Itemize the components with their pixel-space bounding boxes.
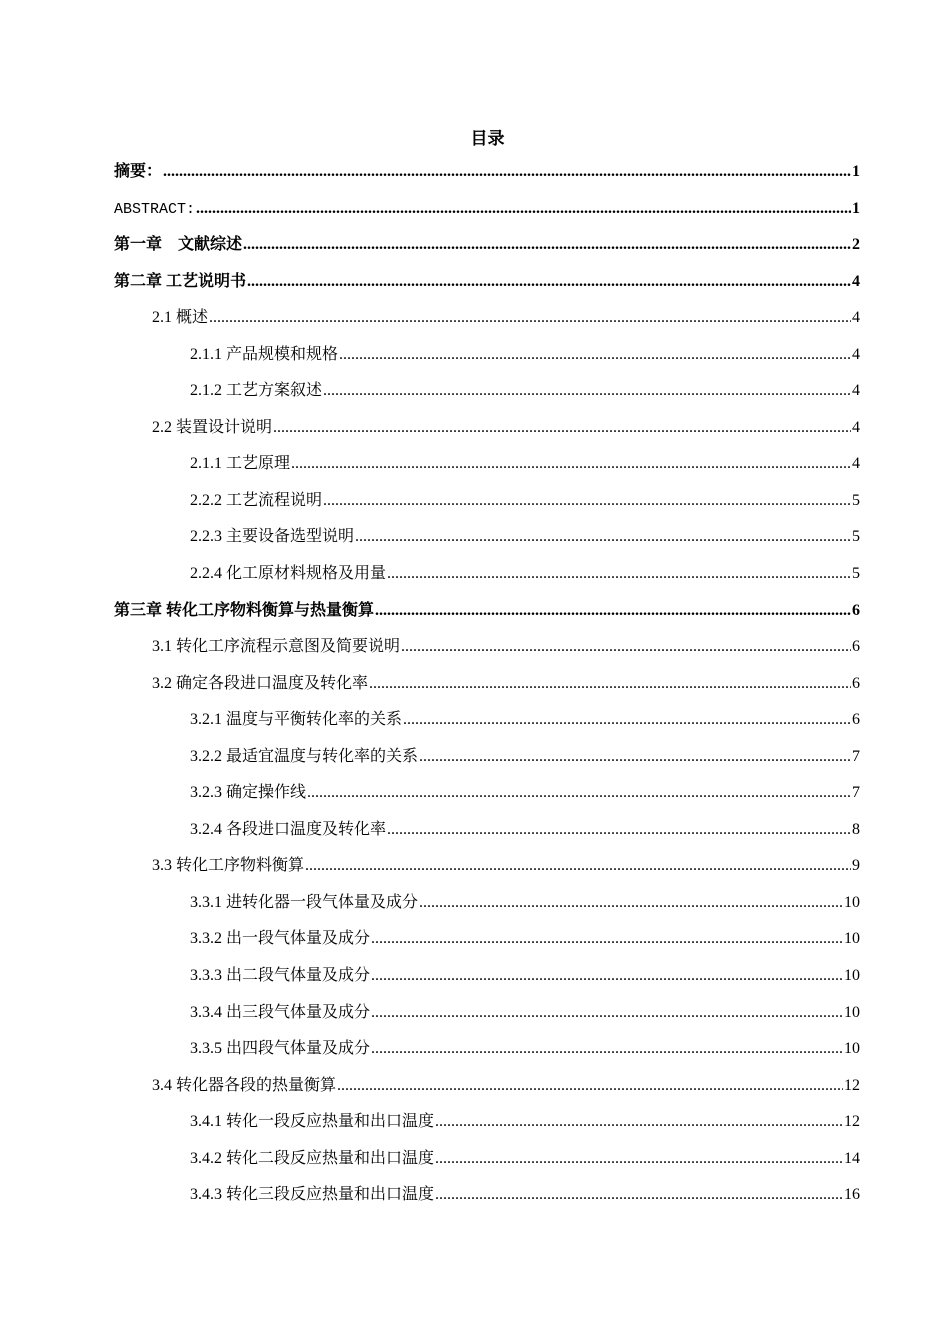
toc-page-number: 6 <box>852 711 860 729</box>
dot-leader <box>339 337 851 374</box>
toc-entry-label: 3.4.3 转化三段反应热量和出口温度 <box>190 1186 435 1204</box>
dot-leader <box>323 483 851 520</box>
toc-page-number: 12 <box>844 1113 860 1131</box>
toc-entry-label: 3.2.4 各段进口温度及转化率 <box>190 820 387 838</box>
toc-page-number: 14 <box>844 1149 860 1167</box>
dot-leader <box>196 191 851 228</box>
toc-page-number: 10 <box>844 893 860 911</box>
toc-entry[interactable] <box>114 556 860 593</box>
toc-entry[interactable] <box>114 848 860 885</box>
dot-leader <box>371 1031 843 1068</box>
toc-page-number: 1 <box>852 199 860 217</box>
toc-entry-label: 2.2.3 主要设备选型说明 <box>190 528 355 546</box>
toc-entry[interactable] <box>114 300 860 337</box>
toc-entry-label: 2.2.2 工艺流程说明 <box>190 491 323 509</box>
toc-entry[interactable] <box>114 702 860 739</box>
toc-entry[interactable] <box>114 1031 860 1068</box>
toc-page-number: 7 <box>852 747 860 765</box>
dot-leader <box>375 593 851 630</box>
toc-entry-label: 3.3 转化工序物料衡算 <box>152 857 305 875</box>
toc-entry[interactable] <box>114 1068 860 1105</box>
toc-entry-label: ABSTRACT: <box>114 200 196 218</box>
toc-entry[interactable] <box>114 1104 860 1141</box>
toc-entry[interactable] <box>114 739 860 776</box>
toc-entry[interactable] <box>114 191 860 228</box>
toc-entry-label: 2.2 装置设计说明 <box>152 418 273 436</box>
toc-page-number: 5 <box>852 565 860 583</box>
toc-page-number: 4 <box>852 418 860 436</box>
toc-page-number: 1 <box>852 163 860 180</box>
toc-entry[interactable] <box>114 1141 860 1178</box>
toc-entry[interactable] <box>114 629 860 666</box>
toc-entry-label: 2.2.4 化工原材料规格及用量 <box>190 565 387 583</box>
dot-leader <box>307 775 851 812</box>
dot-leader <box>371 995 843 1032</box>
dot-leader <box>387 812 851 849</box>
toc-page-number: 5 <box>852 528 860 546</box>
toc-entry-label: 3.2.2 最适宜温度与转化率的关系 <box>190 747 419 765</box>
dot-leader <box>247 264 851 301</box>
toc-entry[interactable] <box>114 593 860 630</box>
toc-entry[interactable] <box>114 483 860 520</box>
toc-entry[interactable] <box>114 995 860 1032</box>
toc-entry[interactable] <box>114 337 860 374</box>
toc-entry-label: 3.3.3 出二段气体量及成分 <box>190 967 371 985</box>
toc-entry[interactable] <box>114 227 860 264</box>
toc-entry[interactable] <box>114 519 860 556</box>
toc-page-number: 10 <box>844 1040 860 1058</box>
toc-page-number: 8 <box>852 820 860 838</box>
toc-page-number: 9 <box>852 857 860 875</box>
toc-entry-label: 2.1 概述 <box>152 309 209 327</box>
toc-entry-label: 第一章 文献综述 <box>114 236 243 254</box>
dot-leader <box>401 629 851 666</box>
dot-leader <box>209 300 851 337</box>
dot-leader <box>419 885 843 922</box>
dot-leader <box>403 702 851 739</box>
dot-leader <box>435 1177 843 1214</box>
toc-page-number: 6 <box>852 601 860 619</box>
toc-entry[interactable] <box>114 921 860 958</box>
toc-entry[interactable] <box>114 154 860 191</box>
toc-page-number: 4 <box>852 272 860 290</box>
toc-page-number: 4 <box>852 382 860 400</box>
toc-entry-label: 3.1 转化工序流程示意图及简要说明 <box>152 638 401 656</box>
toc-page-number: 6 <box>852 638 860 656</box>
toc-page-number: 10 <box>844 1003 860 1021</box>
toc-entry[interactable] <box>114 446 860 483</box>
dot-leader <box>323 373 851 410</box>
toc-entry[interactable] <box>114 812 860 849</box>
toc-entry-label: 2.1.2 工艺方案叙述 <box>190 382 323 400</box>
dot-leader <box>387 556 851 593</box>
toc-entry-label: 3.3.5 出四段气体量及成分 <box>190 1040 371 1058</box>
dot-leader <box>337 1068 843 1105</box>
toc-entry-label: 3.2.1 温度与平衡转化率的关系 <box>190 711 403 729</box>
table-of-contents <box>114 154 860 1214</box>
dot-leader <box>369 666 851 703</box>
toc-page-number: 4 <box>852 455 860 473</box>
toc-page-number: 7 <box>852 784 860 802</box>
toc-page-number: 2 <box>852 236 860 254</box>
dot-leader <box>163 154 851 191</box>
toc-page-number: 4 <box>852 309 860 327</box>
toc-entry[interactable] <box>114 885 860 922</box>
dot-leader <box>419 739 851 776</box>
toc-entry-label: 3.3.2 出一段气体量及成分 <box>190 930 371 948</box>
toc-entry-label: 第三章 转化工序物料衡算与热量衡算 <box>114 601 375 619</box>
dot-leader <box>435 1104 843 1141</box>
toc-entry[interactable] <box>114 958 860 995</box>
toc-entry-label: 3.4 转化器各段的热量衡算 <box>152 1076 337 1094</box>
toc-entry-label: 2.1.1 产品规模和规格 <box>190 345 339 363</box>
toc-page-number: 12 <box>844 1076 860 1094</box>
page-title: 目录 <box>470 129 505 148</box>
toc-entry-label: 第二章 工艺说明书 <box>114 272 247 290</box>
toc-entry-label: 3.3.4 出三段气体量及成分 <box>190 1003 371 1021</box>
toc-entry[interactable] <box>114 775 860 812</box>
toc-entry-label: 摘要： <box>114 163 163 180</box>
dot-leader <box>371 921 843 958</box>
dot-leader <box>305 848 851 885</box>
toc-page-number: 4 <box>852 345 860 363</box>
toc-entry-label: 3.2.3 确定操作线 <box>190 784 307 802</box>
toc-entry[interactable] <box>114 410 860 447</box>
toc-entry[interactable] <box>114 373 860 410</box>
toc-page-number: 10 <box>844 930 860 948</box>
toc-entry-label: 3.4.2 转化二段反应热量和出口温度 <box>190 1149 435 1167</box>
dot-leader <box>371 958 843 995</box>
toc-page-number: 6 <box>852 674 860 692</box>
toc-entry-label: 3.3.1 进转化器一段气体量及成分 <box>190 893 419 911</box>
toc-page-number: 10 <box>844 967 860 985</box>
dot-leader <box>355 519 851 556</box>
toc-entry-label: 3.4.1 转化一段反应热量和出口温度 <box>190 1113 435 1131</box>
dot-leader <box>243 227 851 264</box>
toc-entry-label: 2.1.1 工艺原理 <box>190 455 291 473</box>
dot-leader <box>291 446 851 483</box>
dot-leader <box>273 410 851 447</box>
toc-entry[interactable] <box>114 264 860 301</box>
toc-page-number: 16 <box>844 1186 860 1204</box>
toc-entry-label: 3.2 确定各段进口温度及转化率 <box>152 674 369 692</box>
dot-leader <box>435 1141 843 1178</box>
toc-entry[interactable] <box>114 1177 860 1214</box>
toc-entry[interactable] <box>114 666 860 703</box>
toc-page-number: 5 <box>852 491 860 509</box>
